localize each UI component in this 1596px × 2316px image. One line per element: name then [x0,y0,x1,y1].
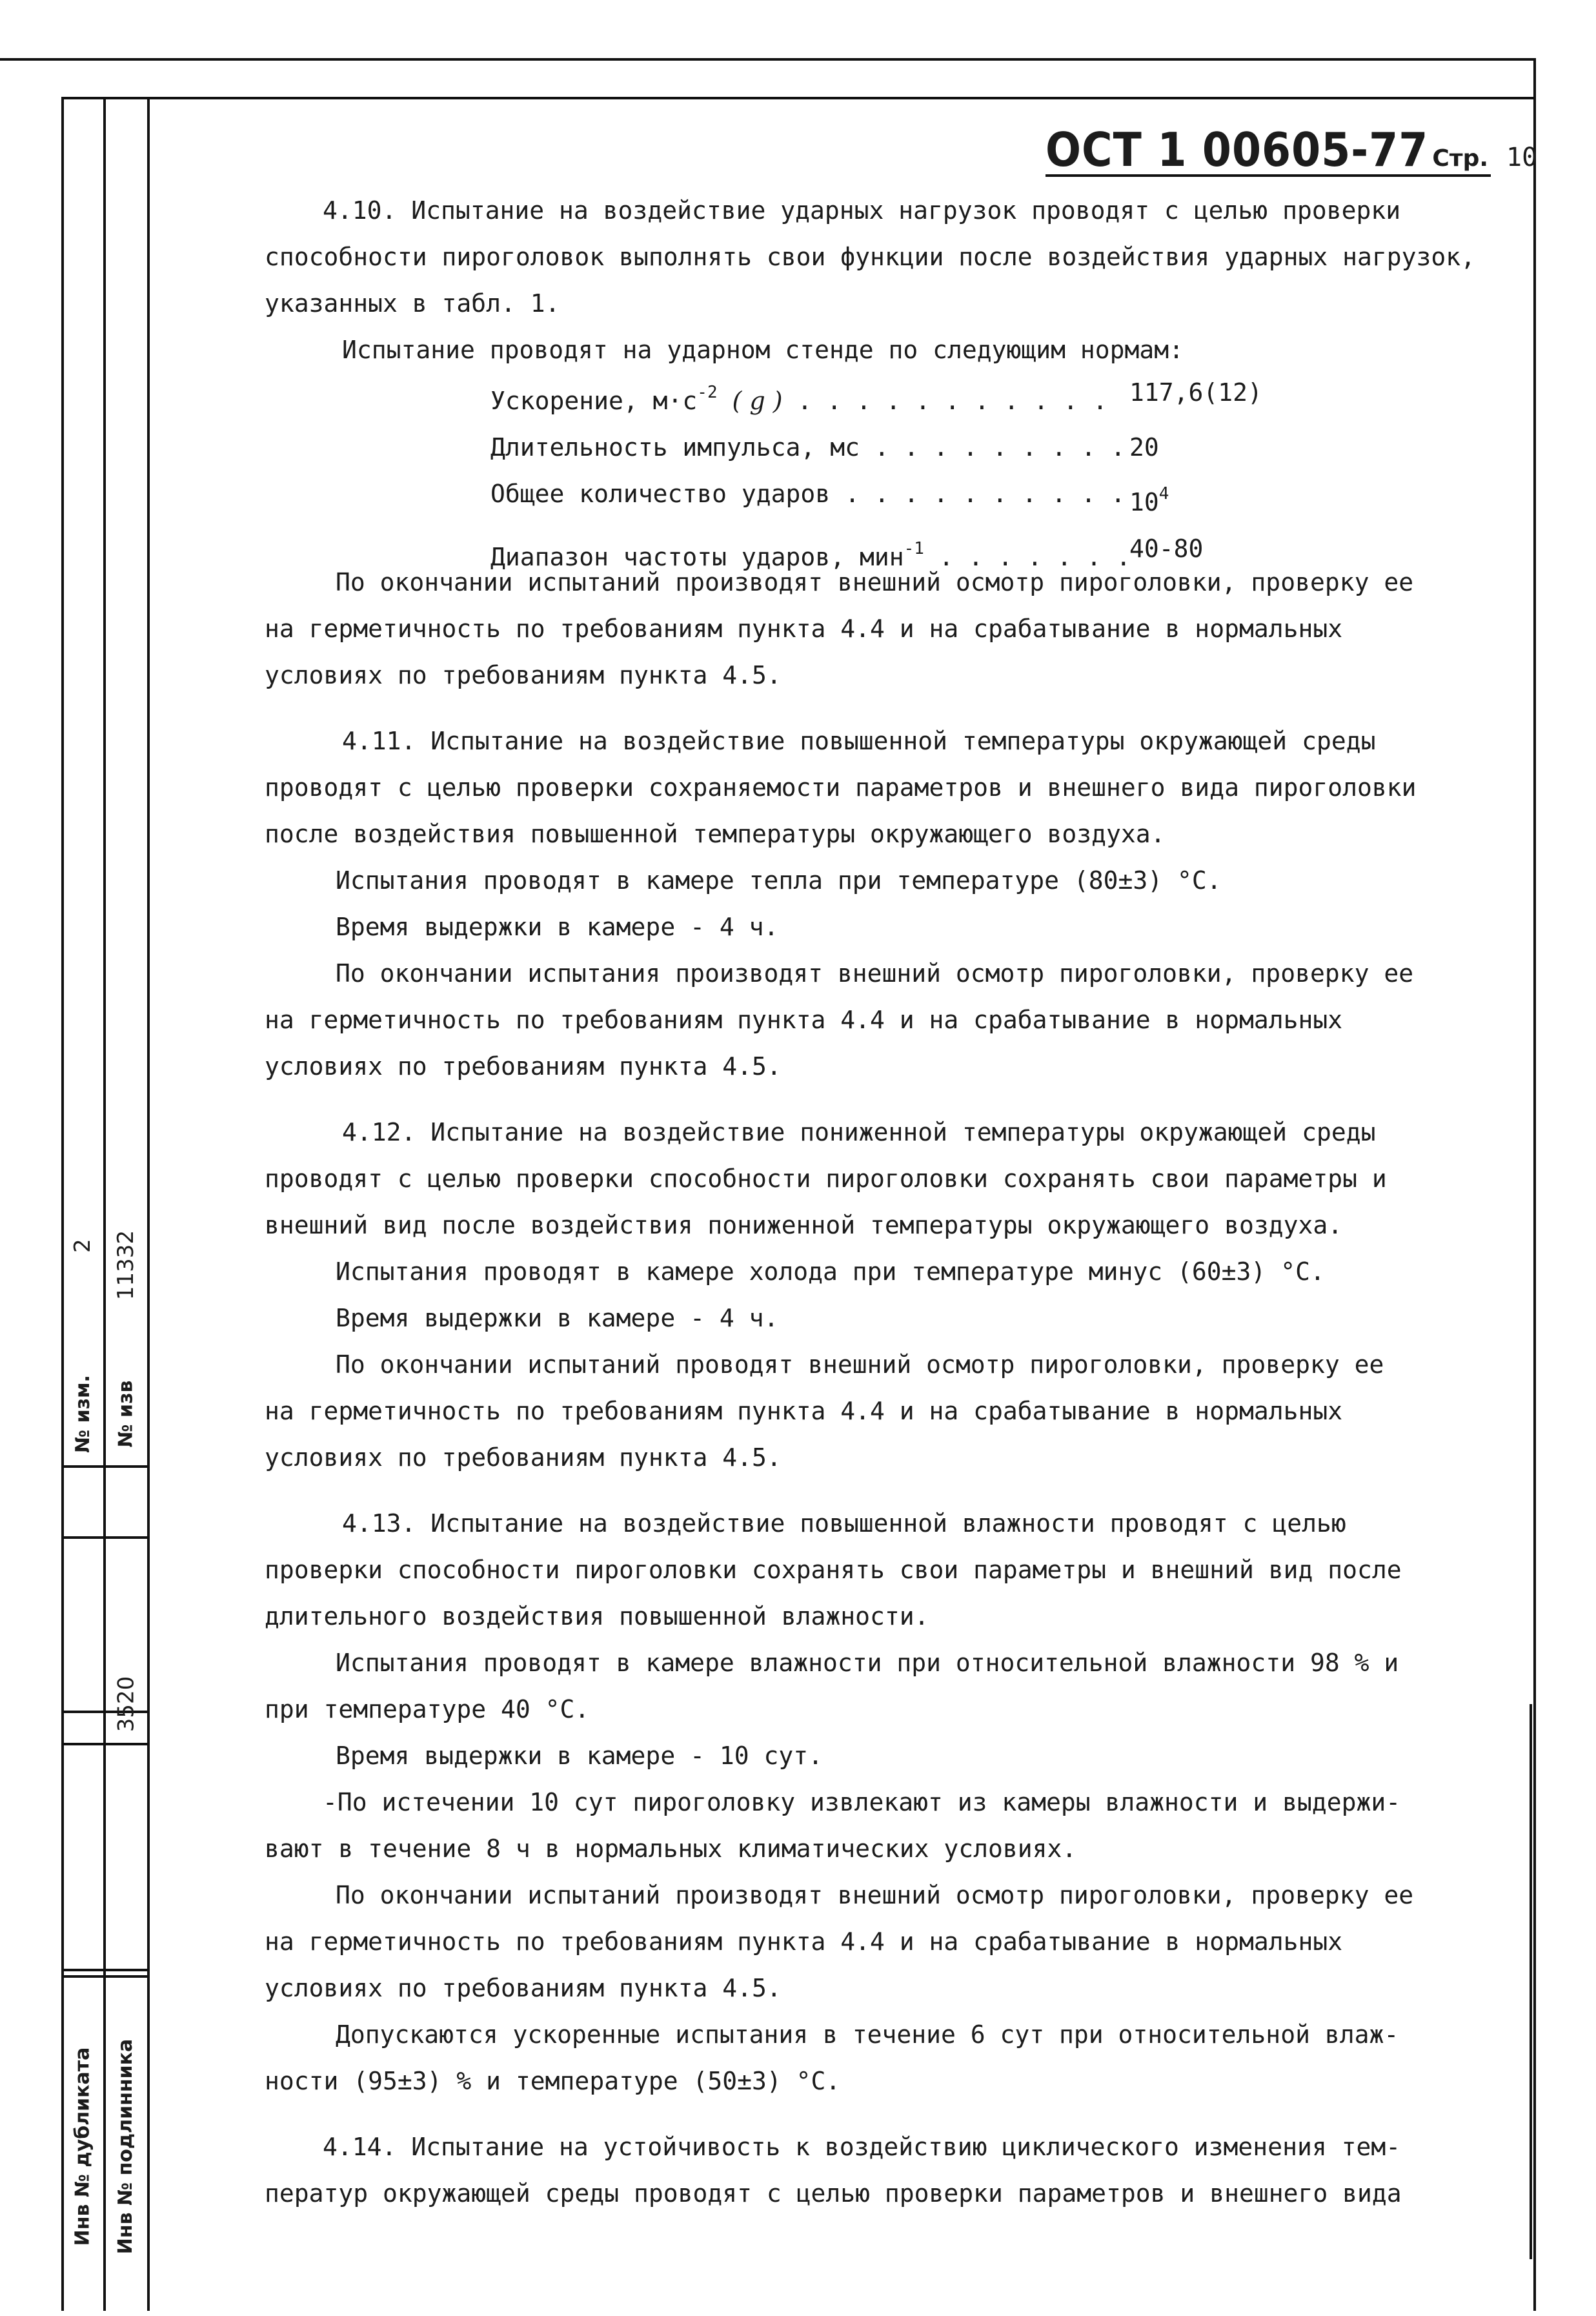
inv-podl-value-cell [106,1652,145,1756]
paragraph-line: проводят с целью проверки сохраняемости параметров и внешнего вида пироголовки [265,773,1417,802]
paragraph-line: 4.13. Испытание на воздействие повышенной влажности проводят с целью [342,1509,1346,1538]
paragraph-line: внешний вид после воздействия пониженной температуры окружающего воздуха. [265,1211,1343,1239]
izm-label-cell [63,1362,102,1465]
page-number: 10 [1506,143,1538,172]
norm-row [490,424,1262,471]
paragraph-line: Время выдержки в камере - 4 ч. [336,1304,779,1332]
stamp-divider [61,97,1536,99]
stamp-divider [61,1465,148,1468]
stamp-column-line [61,97,64,2311]
paragraph-line: вают в течение 8 ч в нормальных климатических условиях. [265,1834,1077,1863]
paragraph-line: ператур окружающей среды проводят с целью проверки параметров и внешнего вида [265,2179,1402,2208]
paragraph-line: По окончании испытаний производят внешний осмотр пироголовки, проверку ее [336,1881,1414,1909]
izv-label-cell [106,1362,145,1465]
paragraph-line: 4.14. Испытание на устойчивость к воздействию циклического изменения тем- [323,2133,1401,2161]
norm-label: Общее количество ударов . . . . . . . . . . [490,480,1126,508]
izm-value: 2 [69,1239,96,1253]
paragraph-line: указанных в табл. 1. [265,289,560,318]
inv-podl-value: 3520 [113,1676,139,1732]
paragraph-line: после воздействия повышенной температуры окружающего воздуха. [265,820,1166,848]
paragraph-line: Допускаются ускоренные испытания в течение 6 сут при относительной влаж- [336,2020,1399,2049]
paragraph-line: 4.11. Испытание на воздействие повышенной температуры окружающей среды [342,727,1376,755]
paragraph-line: условиях по требованиям пункта 4.5. [265,1052,782,1081]
izv-label: № изв [114,1380,137,1447]
right-margin-line [1530,1704,1532,2259]
paragraph-line: способности пироголовок выполнять свои функции после воздействия ударных нагрузок, [265,243,1475,271]
paragraph-line: длительного воздействия повышенной влажности. [265,1602,929,1630]
paragraph-line: на герметичность по требованиям пункта 4.4 и на срабатывание в нормальных [265,1006,1343,1034]
standard-code: ОСТ 1 00605-77 [1045,123,1429,177]
inv-podl-label: Инв № подлинника [114,2038,137,2254]
paragraph-line: 4.12. Испытание на воздействие пониженной температуры окружающей среды [342,1118,1376,1146]
paragraph-line: на герметичность по требованиям пункта 4.4 и на срабатывание в нормальных [265,1397,1343,1425]
norm-row [490,471,1262,525]
paragraph-line: Испытания проводят в камере холода при температуре минус (60±3) °C. [336,1257,1325,1286]
paragraph-line: Время выдержки в камере - 10 сут. [336,1742,823,1770]
paragraph-line: По окончании испытаний производят внешний осмотр пироголовки, проверку ее [336,568,1414,596]
paragraph-line: Испытания проводят в камере влажности при относительной влажности 98 % и [336,1649,1399,1677]
paragraph-line: проводят с целью проверки способности пироголовки сохранять свои параметры и [265,1164,1387,1193]
inv-podl-label-cell [106,1988,145,2304]
inv-dubl-label: Инв № дубликата [71,2047,94,2246]
izv-value: 11332 [113,1230,139,1301]
izm-value-cell [63,1214,102,1278]
paragraph-line: на герметичность по требованиям пункта 4.4 и на срабатывание в нормальных [265,1927,1343,1956]
izm-label: № изм. [71,1374,94,1453]
stamp-column-line [147,97,150,2311]
stamp-divider [61,1975,148,1978]
norm-value: $10^4$ [1129,484,1169,516]
paragraph-line: Время выдержки в камере - 4 ч. [336,913,779,941]
paragraph-line: Испытание проводят на ударном стенде по следующим нормам: [342,336,1184,364]
paragraph-line: По окончании испытания производят внешний осмотр пироголовки, проверку ее [336,959,1414,988]
paragraph-line: ности (95±3) % и температуре (50±3) °C. [265,2067,841,2095]
norm-row [490,525,1262,580]
norm-value: 20 [1129,433,1159,462]
paragraph-line: при температуре 40 °C. [265,1695,590,1723]
page-label: Стр. [1432,145,1489,172]
stamp-divider [61,1969,148,1971]
stamp-divider [61,1536,148,1539]
norm-row [490,369,1262,424]
norm-value: 117,6(12) [1129,378,1262,407]
paragraph-line: 4.10. Испытание на воздействие ударных нагрузок проводят с целью проверки [323,196,1401,225]
document-header [1045,123,1538,177]
paragraph-line: условиях по требованиям пункта 4.5. [265,1974,782,2002]
paragraph-line: -По истечении 10 сут пироголовку извлекают из камеры влажности и выдержи- [323,1788,1401,1816]
norm-value: 40-80 [1129,534,1204,563]
impact-norms-list [490,369,1262,580]
paragraph-line: проверки способности пироголовки сохранять свои параметры и внешний вид после [265,1556,1402,1584]
paragraph-line: условиях по требованиям пункта 4.5. [265,661,782,689]
norm-label: Длительность импульса, мс . . . . . . . . . [490,433,1126,462]
inv-dubl-label-cell [63,1988,102,2304]
izv-value-cell [106,1201,145,1330]
paragraph-line: Испытания проводят в камере тепла при температуре (80±3) °C. [336,866,1222,895]
paragraph-line: По окончании испытаний проводят внешний осмотр пироголовки, проверку ее [336,1350,1384,1379]
paragraph-line: условиях по требованиям пункта 4.5. [265,1443,782,1472]
paragraph-line: на герметичность по требованиям пункта 4.4 и на срабатывание в нормальных [265,615,1343,643]
norm-label: Ускорение, $м\cdot с^{-2}$ ( g ) . . . . . . . . . . . [490,383,1107,415]
stamp-column-line [103,97,106,2311]
norm-label: Диапазон частоты ударов, мин$^{-1}$ . . . . . . . [490,539,1131,571]
